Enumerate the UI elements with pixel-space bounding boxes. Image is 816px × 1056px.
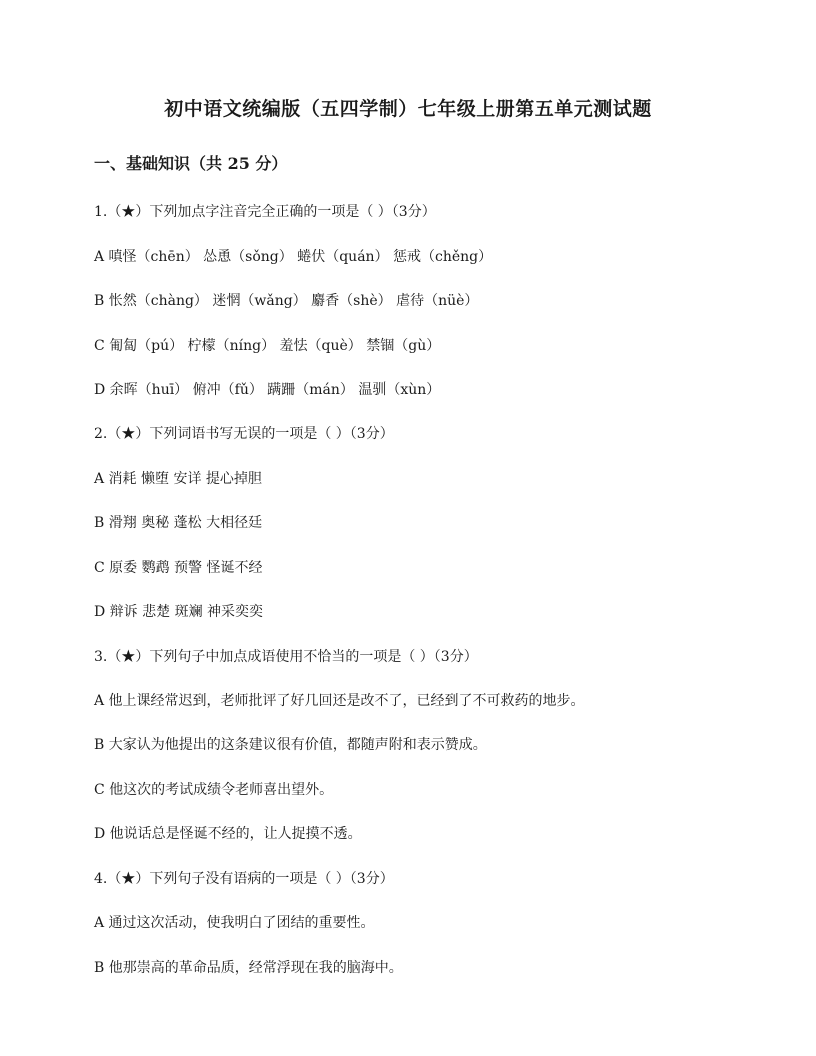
question-1-option-c: C 匍匐（pú） 柠檬（níng） 羞怯（què） 禁锢（gù） xyxy=(94,338,441,354)
question-3-option-d: D 他说话总是怪诞不经的，让人捉摸不透。 xyxy=(94,826,362,842)
question-3-option-a: A 他上课经常迟到，老师批评了好几回还是改不了，已经到了不可救药的地步。 xyxy=(94,693,585,709)
question-1-option-d: D 余晖（huī） 俯冲（fǔ） 蹒跚（mán） 温驯（xùn） xyxy=(94,382,441,398)
question-2-option-d: D 辩诉 悲楚 斑斓 神采奕奕 xyxy=(94,604,264,620)
question-2-option-c: C 原委 鹦鹉 预警 怪诞不经 xyxy=(94,560,263,576)
question-1-option-b: B 怅然（chàng） 迷惘（wǎng） 麝香（shè） 虐待（nüè） xyxy=(94,293,479,309)
question-3-stem: 3.（★）下列句子中加点成语使用不恰当的一项是（ ）（3分） xyxy=(94,649,478,665)
question-2-option-a: A 消耗 懒堕 安详 提心掉胆 xyxy=(94,471,262,487)
question-1-stem: 1.（★）下列加点字注音完全正确的一项是（ ）（3分） xyxy=(94,204,436,220)
question-2-option-b: B 滑翔 奥秘 蓬松 大相径廷 xyxy=(94,515,263,531)
question-4-option-b: B 他那崇高的革命品质，经常浮现在我的脑海中。 xyxy=(94,960,403,976)
question-4-stem: 4.（★）下列句子没有语病的一项是（ ）（3分） xyxy=(94,871,394,887)
question-3-option-c: C 他这次的考试成绩令老师喜出望外。 xyxy=(94,782,334,798)
page-title: 初中语文统编版（五四学制）七年级上册第五单元测试题 xyxy=(164,98,652,120)
question-4-option-a: A 通过这次活动，使我明白了团结的重要性。 xyxy=(94,915,375,931)
section-heading: 一、基础知识（共 25 分） xyxy=(94,154,288,173)
question-3-option-b: B 大家认为他提出的这条建议很有价值，都随声附和表示赞成。 xyxy=(94,737,487,753)
question-2-stem: 2.（★）下列词语书写无误的一项是（ ）（3分） xyxy=(94,426,394,442)
question-1-option-a: A 嗔怪（chēn） 怂恿（sǒng） 蜷伏（quán） 惩戒（chěng） xyxy=(94,249,493,265)
